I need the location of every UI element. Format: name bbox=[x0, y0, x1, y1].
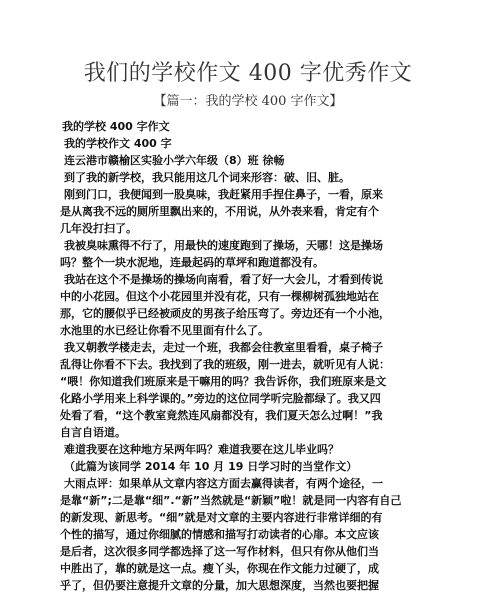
body-line: 是从离我不远的厕所里飘出来的，不用说，从外表来看，肯定有个 bbox=[60, 205, 379, 218]
body-line: 我被臭味熏得不行了，用最快的速度跑到了操场，天哪！这是操场 bbox=[64, 239, 383, 252]
body-line: 中的小花园。但这个小花园里并没有花，只有一棵柳树孤独地站在 bbox=[60, 290, 379, 303]
document-subtitle: 【篇一：我的学校 400 字作文】 bbox=[153, 94, 343, 109]
body-line: 那，它的腰似乎已经被顽皮的男孩子给压弯了。旁边还有一个小池， bbox=[60, 307, 390, 320]
document-body bbox=[60, 118, 436, 594]
body-line: 乎了，但仍要注意提升文章的分量，加大思想深度，当然也要把握 bbox=[60, 579, 379, 592]
body-line: 难道我要在这种地方呆两年吗？难道我要在这儿毕业吗？ bbox=[64, 443, 339, 456]
body-line: 吗？整个一块水泥地，连最起码的草坪和跑道都没有。 bbox=[60, 256, 324, 269]
body-line: “喂！你知道我们班原来是干嘛用的吗？我告诉你，我们班原来是文 bbox=[60, 375, 387, 388]
body-line: 连云港市赣榆区实验小学六年级（8）班 徐畅 bbox=[64, 154, 285, 167]
body-line: 到了我的新学校，我只能用这几个词来形容：破、旧、脏。 bbox=[64, 171, 350, 184]
body-line: 我又朝教学楼走去，走过一个班，我都会往教室里看看，桌子椅子 bbox=[64, 341, 383, 354]
body-line: 我站在这个不是操场的操场向南看，看了好一大会儿，才看到传说 bbox=[64, 273, 383, 286]
document-title: 我们的学校作文 400 字优秀作文 bbox=[83, 61, 413, 86]
body-line: 我的学校作文 400 字 bbox=[64, 137, 172, 150]
body-line: 的新发现、新思考。“细”就是对文章的主要内容进行非常详细的有 bbox=[60, 511, 383, 524]
body-line: 大雨点评：如果单从文章内容这方面去赢得读者，有两个途径，一 bbox=[64, 477, 383, 490]
body-line: 处看了看，“这个教室竟然连风扇都没有，我们夏天怎么过啊！”我 bbox=[60, 409, 383, 422]
body-line: 水池里的水已经让你看不见里面有什么了。 bbox=[60, 324, 269, 337]
body-line: 刚到门口，我便闻到一股臭味，我赶紧用手捏住鼻子，一看，原来 bbox=[64, 188, 383, 201]
body-line: 个性的描写，通过你细腻的情感和描写打动读者的心扉。本文应该 bbox=[60, 528, 379, 541]
body-line: 中胜出了，靠的就是这一点。瘦丫头，你现在作文能力过硬了，成 bbox=[60, 562, 379, 575]
body-line: （此篇为该同学 2014 年 10 月 19 日学习时的当堂作文） bbox=[64, 460, 358, 473]
body-line: 是靠“新”;二是靠“细”.“新”当然就是“新颖”啦！就是同一内容有自己 bbox=[60, 494, 402, 507]
body-line: 乱得让你看不下去。我找到了我的班级，刚一进去，就听见有人说： bbox=[60, 358, 390, 371]
body-line: 几年没打扫了。 bbox=[60, 222, 137, 235]
body-line: 我的学校 400 字作文 bbox=[62, 120, 170, 133]
body-line: 自言自语道。 bbox=[60, 426, 126, 439]
body-line: 化路小学用来上科学课的。”旁边的这位同学听完脸都绿了。我又四 bbox=[60, 392, 381, 405]
body-line: 是后者，这次很多同学都选择了这一写作材料，但只有你从他们当 bbox=[60, 545, 379, 558]
